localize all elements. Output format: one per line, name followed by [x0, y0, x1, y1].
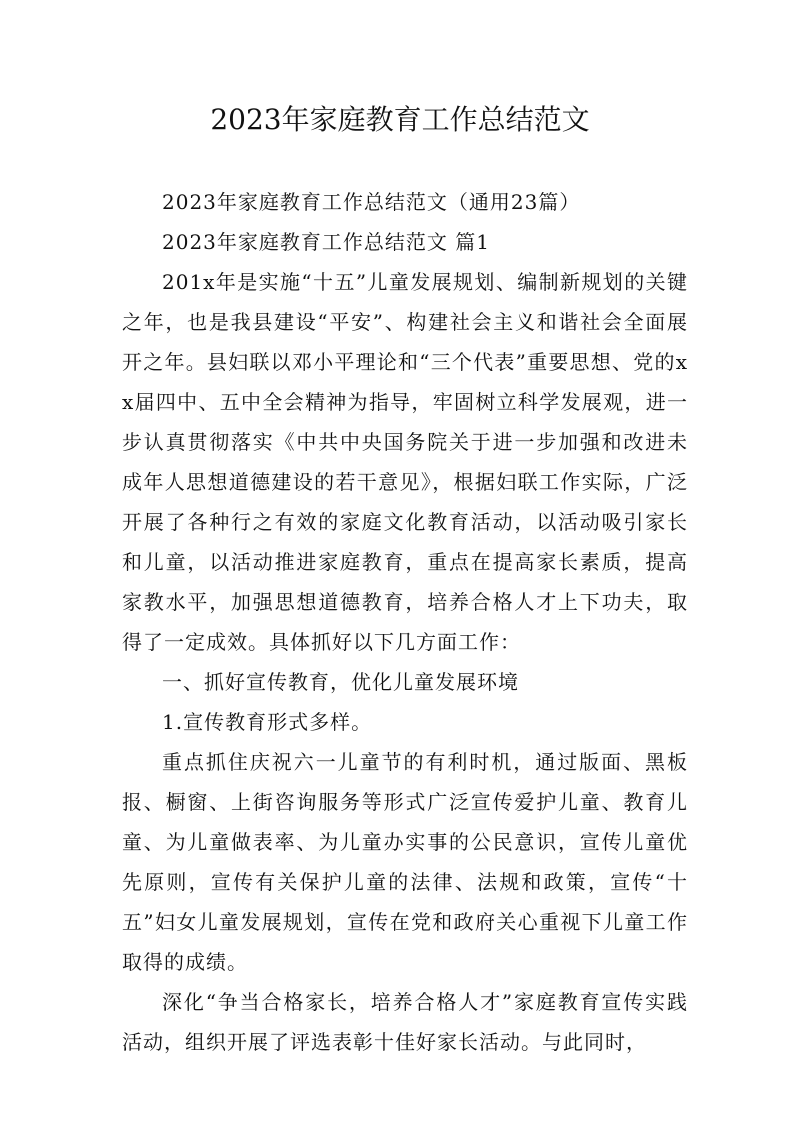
body-paragraph: 深化“争当合格家长，培养合格人才”家庭教育宣传实践活动，组织开展了评选表彰十佳好家长活动。与此同时， — [122, 990, 688, 1054]
body-paragraph: 201x年是实施“十五”儿童发展规划、编制新规划的关键之年，也是我县建设“平安”、构建社会主义和谐社会全面展开之年。县妇联以邓小平理论和“三个代表”重要思想、党的xx届四中、五中全会精神为指导，牢固树立科学发展观，进一步认真贯彻落实《中共中央国务院关于进一步加强和改进未成年人思想道德建设的若干意见》，根据妇联工作实际，广泛开展了各种行之有效的家庭文化教育活动，以活动吸引家长和儿童，以活动推进家庭教育，重点在提高家长素质，提高家教水平，加强思想道德教育，培养合格人才上下功夫，取得了一定成效。具体抓好以下几方面工作： — [122, 270, 688, 654]
document-title: 2023年家庭教育工作总结范文 — [210, 103, 590, 136]
body-paragraph: 重点抓住庆祝六一儿童节的有利时机，通过版面、黑板报、橱窗、上街咨询服务等形式广泛宣传爱护儿童、教育儿童、为儿童做表率、为儿童办实事的公民意识，宣传儿童优先原则，宣传有关保护儿童的法律、法规和政策，宣传“十五”妇女儿童发展规划，宣传在党和政府关心重视下儿童工作取得的成绩。 — [122, 750, 688, 974]
document-body — [122, 182, 688, 1062]
subsection-heading: 1.宣传教育形式多样。 — [162, 710, 373, 734]
section-heading: 2023年家庭教育工作总结范文 篇1 — [162, 230, 490, 254]
section-heading: 一、抓好宣传教育，优化儿童发展环境 — [162, 670, 519, 694]
subtitle-line: 2023年家庭教育工作总结范文（通用23篇） — [162, 190, 581, 214]
